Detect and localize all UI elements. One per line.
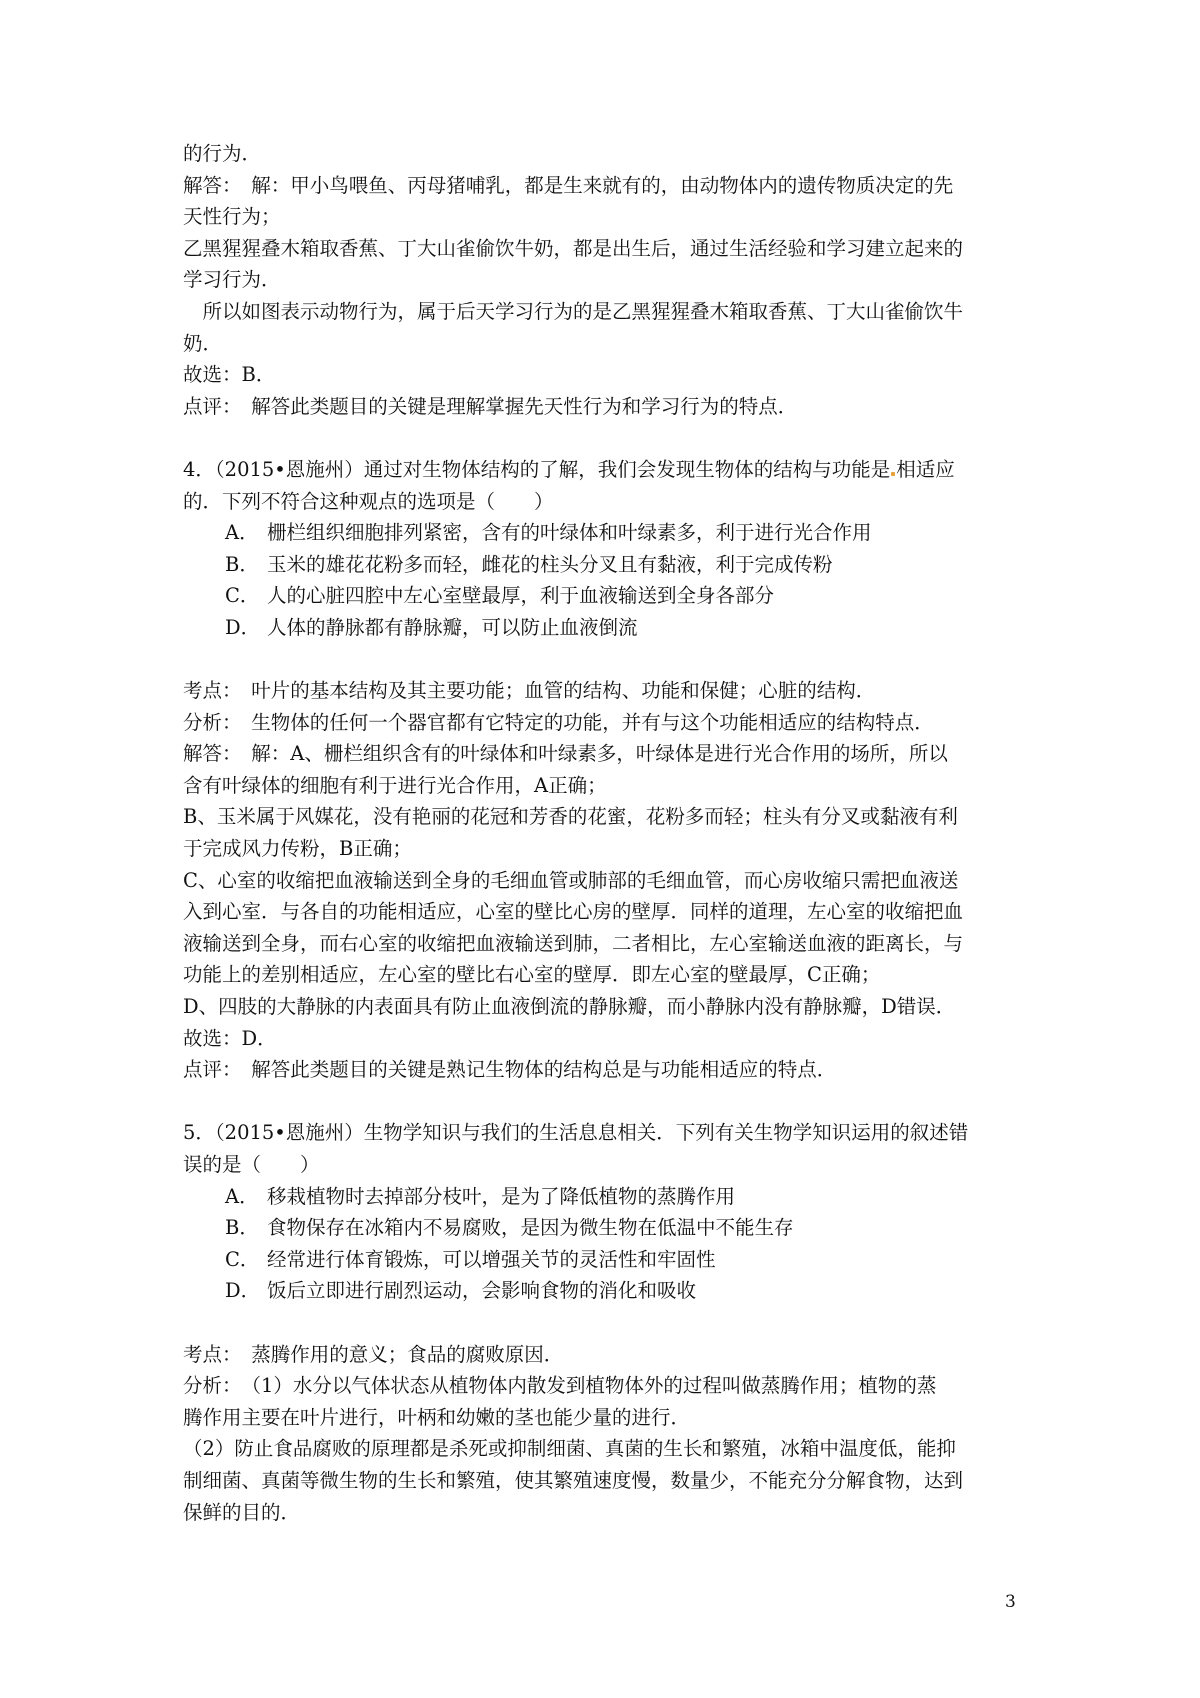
question-4-stem-part: 4．（2015•恩施州）通过对生物体结构的了解，我们会发现生物体的结构与功能是 [183, 457, 891, 481]
text-line: D、四肢的大静脉的内表面具有防止血液倒流的静脉瓣，而小静脉内没有静脉瓣，D错误． [183, 995, 956, 1019]
question-4-stem [183, 454, 1023, 486]
option-letter: B． [225, 1216, 259, 1240]
option-letter: A． [225, 1184, 259, 1208]
question-5-option-d [183, 1275, 1023, 1307]
blank-line [183, 1086, 1023, 1118]
text-line: 分析： （1）水分以气体状态从植物体内散发到植物体外的过程叫做蒸腾作用；植物的蒸 [183, 1374, 937, 1398]
blank-line [183, 422, 1023, 454]
text-line: 考点： 叶片的基本结构及其主要功能；血管的结构、功能和保健；心脏的结构． [183, 679, 876, 703]
option-text: 人的心脏四腔中左心室壁最厚，利于血液输送到全身各部分 [267, 584, 775, 608]
text-line: B、玉米属于风媒花，没有艳丽的花冠和芳香的花蜜，花粉多而轻；柱头有分叉或黏液有利 [183, 805, 958, 829]
question-4-stem: 的．下列不符合这种观点的选项是（ ） [183, 489, 554, 513]
text-line: 的行为． [183, 142, 262, 165]
text-line: 解答： 解：A、栅栏组织含有的叶绿体和叶绿素多，叶绿体是进行光合作用的场所，所以 [183, 742, 948, 766]
text-line: （2）防止食品腐败的原理都是杀死或抑制细菌、真菌的生长和繁殖，冰箱中温度低，能抑 [183, 1437, 956, 1461]
text-line: 学习行为． [183, 268, 281, 292]
text-line: 所以如图表示动物行为，属于后天学习行为的是乙黑猩猩叠木箱取香蕉、丁大山雀偷饮牛 [183, 299, 964, 323]
text-line: 制细菌、真菌等微生物的生长和繁殖，使其繁殖速度慢，数量少，不能充分分解食物，达到 [183, 1468, 964, 1492]
text-line: 乙黑猩猩叠木箱取香蕉、丁大山雀偷饮牛奶，都是出生后，通过生活经验和学习建立起来的 [183, 236, 964, 260]
text-line: 故选：D． [183, 1026, 277, 1050]
text-line: 考点： 蒸腾作用的意义；食品的腐败原因． [183, 1342, 564, 1366]
text-line: 故选：B． [183, 363, 276, 387]
text-line: 入到心室．与各自的功能相适应，心室的壁比心房的壁厚．同样的道理，左心室的收缩把血 [183, 900, 964, 924]
text-line: 腾作用主要在叶片进行，叶柄和幼嫩的茎也能少量的进行． [183, 1405, 691, 1429]
question-4-option-c [183, 580, 1023, 612]
option-text: 经常进行体育锻炼，可以增强关节的灵活性和牢固性 [267, 1247, 716, 1271]
text-line: 奶． [183, 331, 223, 355]
blank-line [183, 644, 1023, 676]
option-text: 移栽植物时去掉部分枝叶，是为了降低植物的蒸腾作用 [267, 1184, 736, 1208]
question-5-option-a [183, 1181, 1023, 1213]
text-line: 液输送到全身，而右心室的收缩把血液输送到肺，二者相比，左心室输送血液的距离长，与 [183, 931, 964, 955]
text-line: 点评： 解答此类题目的关键是熟记生物体的结构总是与功能相适应的特点． [183, 1058, 837, 1082]
option-text: 人体的静脉都有静脉瓣，可以防止血液倒流 [267, 615, 638, 639]
option-text: 栅栏组织细胞排列紧密，含有的叶绿体和叶绿素多，利于进行光合作用 [267, 521, 872, 545]
text-line: 于完成风力传粉，B正确； [183, 837, 412, 861]
option-letter: D． [225, 615, 261, 639]
option-text: 玉米的雄花花粉多而轻，雌花的柱头分叉且有黏液，利于完成传粉 [267, 552, 833, 576]
page-number: 3 [1005, 1592, 1016, 1612]
text-line: 含有叶绿体的细胞有利于进行光合作用，A正确； [183, 773, 607, 797]
option-text: 饭后立即进行剧烈运动，会影响食物的消化和吸收 [267, 1279, 697, 1303]
question-4-option-b [183, 549, 1023, 581]
text-line: 解答： 解：甲小鸟喂鱼、丙母猪哺乳，都是生来就有的，由动物体内的遗传物质决定的先 [183, 173, 954, 197]
question-4-option-d [183, 612, 1023, 644]
option-letter: B． [225, 552, 259, 576]
option-letter: D． [225, 1279, 261, 1303]
text-line: 天性行为； [183, 205, 281, 229]
text-line: 分析： 生物体的任何一个器官都有它特定的功能，并有与这个功能相适应的结构特点． [183, 710, 934, 734]
question-5-stem: 误的是（ ） [183, 1153, 320, 1176]
text-line: 保鲜的目的． [183, 1500, 301, 1524]
text-line: C、心室的收缩把血液输送到全身的毛细血管或肺部的毛细血管，而心房收缩只需把血液送 [183, 868, 959, 892]
option-letter: A． [225, 521, 259, 545]
question-5-option-b [183, 1212, 1023, 1244]
option-letter: C． [225, 584, 260, 608]
question-5-option-c [183, 1244, 1023, 1276]
blank-line [183, 1307, 1023, 1339]
option-letter: C． [225, 1247, 260, 1271]
text-line: 功能上的差别相适应，左心室的壁比右心室的壁厚．即左心室的壁最厚，C正确； [183, 963, 881, 987]
question-5-stem: 5．（2015•恩施州）生物学知识与我们的生活息息相关．下列有关生物学知识运用的叙述错 [183, 1121, 969, 1145]
highlight-mark-icon [891, 472, 895, 476]
question-4-option-a [183, 517, 1023, 549]
page-content [183, 138, 1023, 1528]
option-text: 食物保存在冰箱内不易腐败，是因为微生物在低温中不能生存 [267, 1216, 794, 1240]
text-line: 点评： 解答此类题目的关键是理解掌握先天性行为和学习行为的特点． [183, 394, 798, 418]
question-4-stem-part: 相适应 [896, 457, 955, 481]
